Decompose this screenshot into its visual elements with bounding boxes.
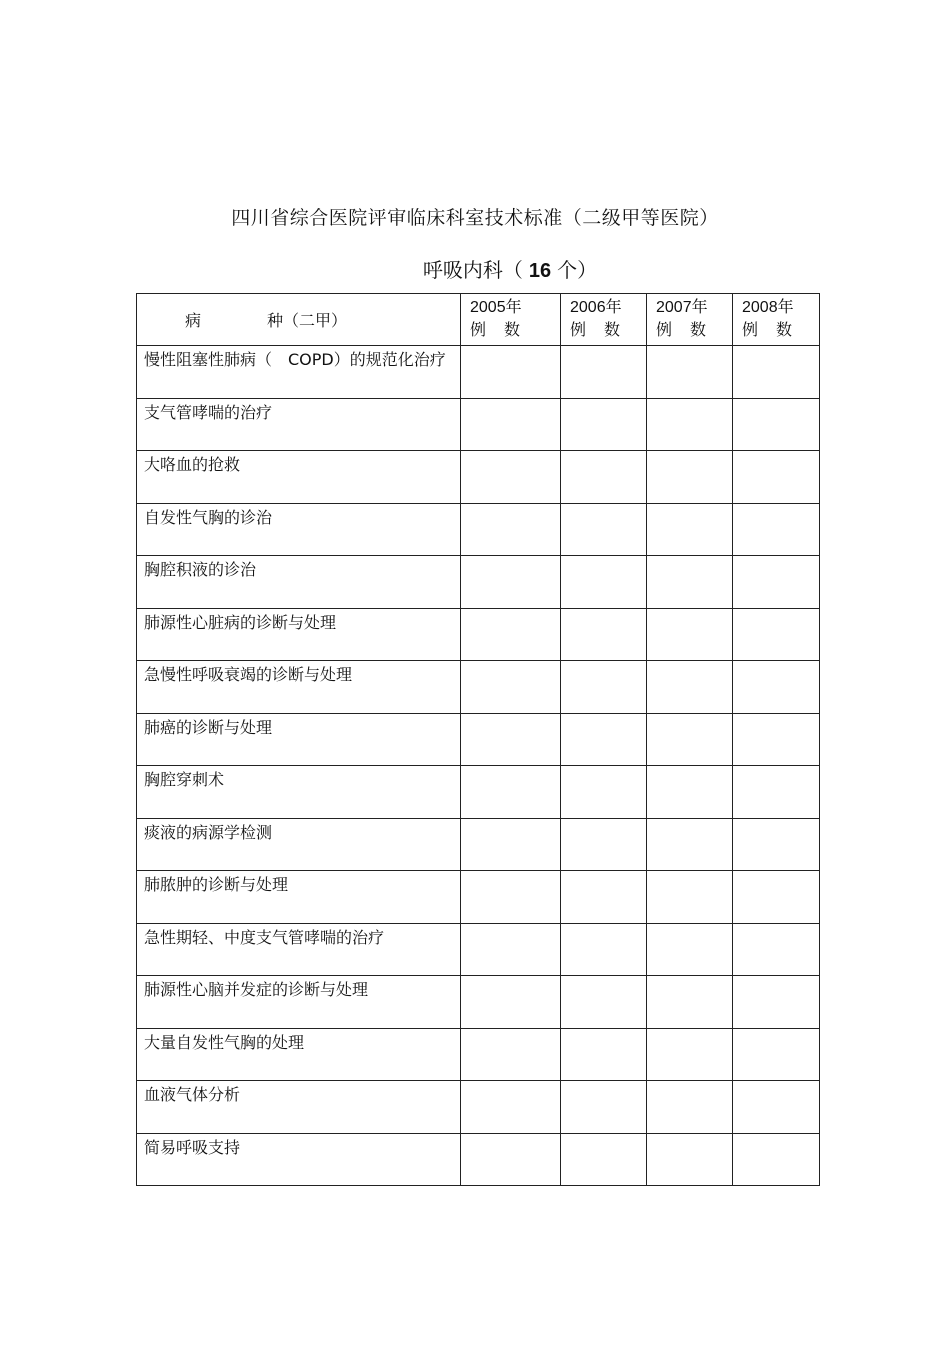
disease-name-cell: 急慢性呼吸衰竭的诊断与处理: [137, 661, 461, 714]
item-count: 16: [528, 260, 552, 282]
year-column-header: [561, 294, 647, 346]
count-cell-2008[interactable]: [733, 871, 820, 924]
count-cell-2007[interactable]: [647, 923, 733, 976]
count-cell-2008[interactable]: [733, 923, 820, 976]
table-row: [137, 608, 820, 661]
disease-name-cell: 急性期轻、中度支气管哮喘的治疗: [137, 923, 461, 976]
table-row: [137, 1028, 820, 1081]
count-cell-2005[interactable]: [461, 503, 561, 556]
document-title: 四川省综合医院评审临床科室技术标准（二级甲等医院）: [231, 207, 719, 229]
year-unit: 年: [777, 297, 794, 316]
count-cell-2008[interactable]: [733, 398, 820, 451]
disease-name-cell: 简易呼吸支持: [137, 1133, 461, 1186]
count-cell-2005[interactable]: [461, 1081, 561, 1134]
disease-name-cell: 胸腔穿刺术: [137, 766, 461, 819]
count-cell-2005[interactable]: [461, 1133, 561, 1186]
year-column-header: [461, 294, 561, 346]
count-cell-2007[interactable]: [647, 346, 733, 399]
table-row: [137, 346, 820, 399]
table-row: [137, 976, 820, 1029]
count-cell-2006[interactable]: [561, 976, 647, 1029]
table-row: [137, 871, 820, 924]
count-cell-2005[interactable]: [461, 713, 561, 766]
count-label-b: 数: [504, 320, 521, 339]
count-cell-2008[interactable]: [733, 818, 820, 871]
table-header-row: [137, 294, 820, 346]
count-cell-2008[interactable]: [733, 661, 820, 714]
count-cell-2008[interactable]: [733, 451, 820, 504]
table-row: [137, 661, 820, 714]
count-cell-2006[interactable]: [561, 818, 647, 871]
count-cell-2008[interactable]: [733, 1081, 820, 1134]
table-row: [137, 451, 820, 504]
count-cell-2008[interactable]: [733, 556, 820, 609]
count-cell-2005[interactable]: [461, 923, 561, 976]
disease-name-cell: 胸腔积液的诊治: [137, 556, 461, 609]
count-cell-2005[interactable]: [461, 398, 561, 451]
count-cell-2008[interactable]: [733, 1133, 820, 1186]
count-cell-2007[interactable]: [647, 503, 733, 556]
count-cell-2005[interactable]: [461, 976, 561, 1029]
disease-name-cell: 大咯血的抢救: [137, 451, 461, 504]
count-cell-2007[interactable]: [647, 608, 733, 661]
table-row: [137, 503, 820, 556]
year-label: 2006: [570, 299, 606, 316]
count-cell-2005[interactable]: [461, 818, 561, 871]
count-cell-2006[interactable]: [561, 608, 647, 661]
count-cell-2006[interactable]: [561, 766, 647, 819]
count-cell-2006[interactable]: [561, 556, 647, 609]
count-cell-2007[interactable]: [647, 1081, 733, 1134]
count-cell-2006[interactable]: [561, 1028, 647, 1081]
count-cell-2006[interactable]: [561, 1081, 647, 1134]
count-cell-2008[interactable]: [733, 1028, 820, 1081]
count-cell-2007[interactable]: [647, 713, 733, 766]
disease-name-cell: 肺癌的诊断与处理: [137, 713, 461, 766]
count-cell-2007[interactable]: [647, 1028, 733, 1081]
count-cell-2006[interactable]: [561, 871, 647, 924]
count-cell-2006[interactable]: [561, 1133, 647, 1186]
count-cell-2007[interactable]: [647, 871, 733, 924]
count-cell-2005[interactable]: [461, 608, 561, 661]
year-unit: 年: [505, 297, 522, 316]
count-cell-2007[interactable]: [647, 398, 733, 451]
year-unit: 年: [691, 297, 708, 316]
count-cell-2007[interactable]: [647, 451, 733, 504]
table-row: [137, 713, 820, 766]
count-cell-2007[interactable]: [647, 766, 733, 819]
count-cell-2008[interactable]: [733, 976, 820, 1029]
count-cell-2007[interactable]: [647, 818, 733, 871]
table-row: [137, 766, 820, 819]
count-cell-2008[interactable]: [733, 503, 820, 556]
table-row: [137, 1081, 820, 1134]
table-row: [137, 923, 820, 976]
count-label-a: 例: [742, 320, 759, 339]
disease-name-cell: 自发性气胸的诊治: [137, 503, 461, 556]
count-cell-2006[interactable]: [561, 661, 647, 714]
disease-name-cell: 支气管哮喘的治疗: [137, 398, 461, 451]
count-cell-2007[interactable]: [647, 556, 733, 609]
count-cell-2006[interactable]: [561, 451, 647, 504]
table-row: [137, 818, 820, 871]
count-label-a: 例: [570, 320, 587, 339]
count-label-b: 数: [604, 320, 621, 339]
table-row: [137, 1133, 820, 1186]
count-cell-2005[interactable]: [461, 871, 561, 924]
count-cell-2008[interactable]: [733, 766, 820, 819]
technique-standard-table: [136, 293, 820, 1186]
disease-name-cell: 慢性阻塞性肺病（ COPD）的规范化治疗: [137, 346, 461, 399]
disease-name-cell: 血液气体分析: [137, 1081, 461, 1134]
count-cell-2005[interactable]: [461, 766, 561, 819]
department-subtitle: [0, 254, 950, 283]
count-cell-2008[interactable]: [733, 346, 820, 399]
year-unit: 年: [605, 297, 622, 316]
disease-name-cell: 大量自发性气胸的处理: [137, 1028, 461, 1081]
disease-name-cell: 肺源性心脑并发症的诊断与处理: [137, 976, 461, 1029]
count-label-b: 数: [690, 320, 707, 339]
table-row: [137, 398, 820, 451]
count-cell-2006[interactable]: [561, 398, 647, 451]
count-cell-2005[interactable]: [461, 346, 561, 399]
count-cell-2007[interactable]: [647, 976, 733, 1029]
disease-name-cell: 肺脓肿的诊断与处理: [137, 871, 461, 924]
disease-name-cell: 肺源性心脏病的诊断与处理: [137, 608, 461, 661]
disease-column-header: [137, 294, 461, 346]
count-label-a: 例: [470, 320, 487, 339]
count-label-b: 数: [776, 320, 793, 339]
count-cell-2006[interactable]: [561, 503, 647, 556]
disease-header-part1: 病: [185, 311, 202, 330]
count-cell-2006[interactable]: [561, 346, 647, 399]
count-cell-2005[interactable]: [461, 451, 561, 504]
count-cell-2007[interactable]: [647, 661, 733, 714]
count-cell-2006[interactable]: [561, 923, 647, 976]
count-cell-2007[interactable]: [647, 1133, 733, 1186]
count-cell-2005[interactable]: [461, 1028, 561, 1081]
count-cell-2005[interactable]: [461, 556, 561, 609]
count-cell-2005[interactable]: [461, 661, 561, 714]
disease-header-part2: 种（二甲）: [267, 311, 348, 330]
year-column-header: [733, 294, 820, 346]
table-row: [137, 556, 820, 609]
count-cell-2006[interactable]: [561, 713, 647, 766]
count-cell-2008[interactable]: [733, 713, 820, 766]
year-column-header: [647, 294, 733, 346]
count-label-a: 例: [656, 320, 673, 339]
subtitle-prefix: 呼吸内科（: [422, 258, 523, 282]
disease-name-cell: 痰液的病源学检测: [137, 818, 461, 871]
year-label: 2008: [742, 299, 778, 316]
year-label: 2007: [656, 299, 692, 316]
year-label: 2005: [470, 299, 506, 316]
subtitle-suffix: 个）: [557, 258, 598, 282]
count-cell-2008[interactable]: [733, 608, 820, 661]
